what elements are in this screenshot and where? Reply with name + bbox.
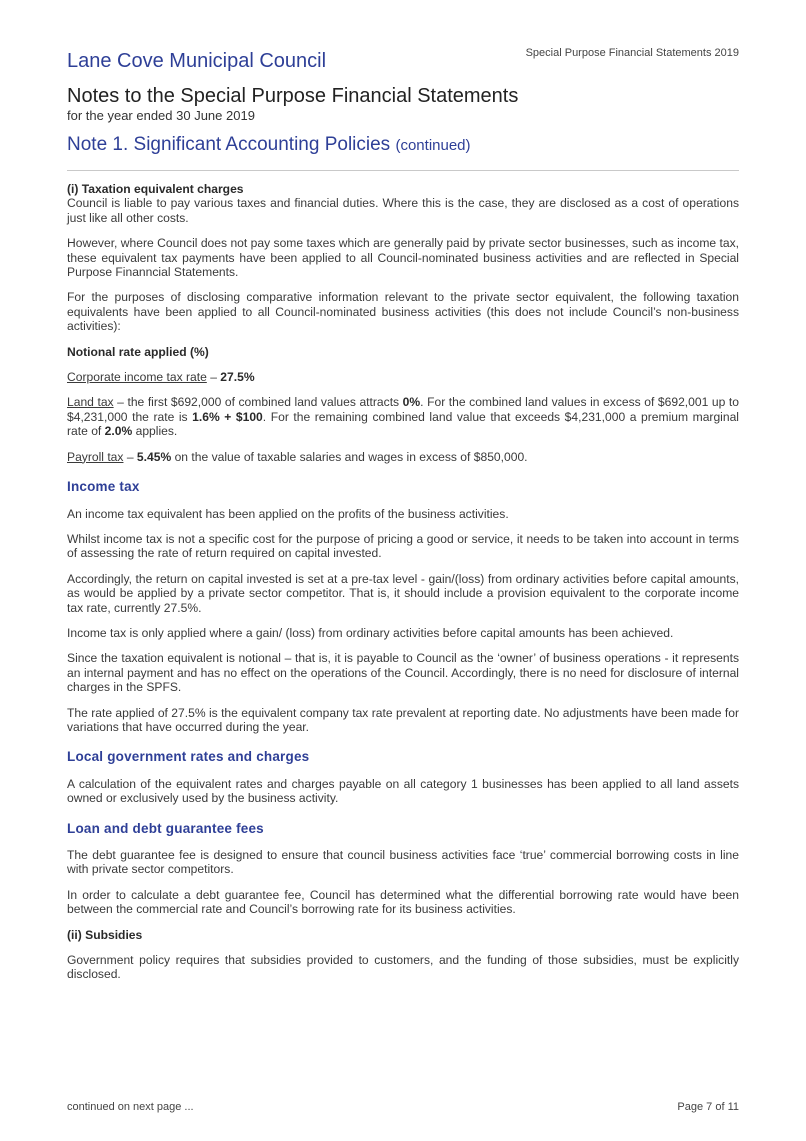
local-gov-paragraph-1: A calculation of the equivalent rates and charges payable on all category 1 businesses has been applied to all land assets owned or exclusively used by the business activity. <box>67 776 739 806</box>
notional-rate-heading: Notional rate applied (%) <box>67 344 209 359</box>
notes-title: Notes to the Special Purpose Financial Statements <box>67 85 519 107</box>
payroll-tax-line: Payroll tax – 5.45% on the value of taxable salaries and wages in excess of $850,000. <box>67 449 528 464</box>
header-divider <box>67 170 739 171</box>
taxation-paragraph-3: For the purposes of disclosing comparative information relevant to the private sector equivalent, the following taxation equivalents have been applied to all Council-nominated business activities (this does not include Council’s non-business activities): <box>67 290 739 334</box>
taxation-paragraph-1: Council is liable to pay various taxes and financial duties. Where this is the case, they are disclosed as a cost of operations just like all other costs. <box>67 196 739 225</box>
subsidies-heading: (ii) Subsidies <box>67 927 143 942</box>
subsidies-paragraph-1: Government policy requires that subsidies provided to customers, and the funding of those subsidies, must be explicitly disclosed. <box>67 953 739 982</box>
loan-guarantee-heading: Loan and debt guarantee fees <box>67 820 264 836</box>
continued-note: continued on next page ... <box>67 1101 194 1113</box>
income-tax-heading: Income tax <box>67 479 140 495</box>
note-continued: (continued) <box>395 137 471 154</box>
taxation-heading: (i) Taxation equivalent charges <box>67 182 244 196</box>
page-number: Page 7 of 11 <box>677 1101 739 1113</box>
corporate-tax-label: Corporate income tax rate <box>67 370 207 385</box>
taxation-paragraph-2: However, where Council does not pay some taxes which are generally paid by private sector businesses, such as income tax, these equivalent tax payments have been applied to all Council-nominated business activities and are reflected in Special Purpose Finanncial Statements. <box>67 236 739 280</box>
income-tax-paragraph-6: The rate applied of 27.5% is the equivalent company tax rate prevalent at reporting date. No adjustments have been made for variations that have occurred during the year. <box>67 705 739 734</box>
income-tax-paragraph-2: Whilst income tax is not a specific cost for the purpose of pricing a good or service, it needs to be taken into account in terms of assessing the rate of return required on capital invested. <box>67 531 739 561</box>
note-title <box>67 134 471 156</box>
income-tax-paragraph-3: Accordingly, the return on capital invested is set at a pre-tax level - gain/(loss) from ordinary activities before capital amounts, as would be applied by a private sector competitor. That is, it should include a provision equivalent to the corporate income tax rate, currently 27.5%. <box>67 571 739 615</box>
loan-paragraph-2: In order to calculate a debt guarantee fee, Council has determined what the differential borrowing rate would have been between the commercial rate and Council’s borrowing rate for its business activities. <box>67 887 739 917</box>
land-tax-line: Land tax – the first $692,000 of combined land values attracts 0%. For the combined land values in excess of $692,001 up to $4,231,000 the rate is 1.6% + $100. For the remaining combined land value that exceeds $4,231,000 a premium marginal rate of 2.0% applies. <box>67 395 740 439</box>
document-label: Special Purpose Financial Statements 2019 <box>525 47 739 59</box>
note-title-text: Note 1. Significant Accounting Policies <box>67 134 391 155</box>
corporate-tax-line: Corporate income tax rate – 27.5% <box>67 370 255 385</box>
income-tax-paragraph-5: Since the taxation equivalent is notional – that is, it is payable to Council as the ‘owner’ of business operations - it represents an internal payment and has no effect on the operations of the Council. Accordingly, there is no need for disclosure of internal charges in the SPFS. <box>67 651 739 695</box>
loan-paragraph-1: The debt guarantee fee is designed to ensure that council business activities face ‘true’ commercial borrowing costs in line with private sector competitors. <box>67 848 739 877</box>
payroll-tax-label: Payroll tax <box>67 449 124 464</box>
page <box>67 0 739 1141</box>
local-gov-heading: Local government rates and charges <box>67 749 310 765</box>
income-tax-paragraph-1: An income tax equivalent has been applied on the profits of the business activities. <box>67 506 509 521</box>
corporate-tax-rate: 27.5% <box>220 370 255 385</box>
payroll-tax-rate: 5.45% <box>136 449 172 464</box>
council-name: Lane Cove Municipal Council <box>67 50 327 72</box>
income-tax-paragraph-4: Income tax is only applied where a gain/ (loss) from ordinary activities before capital amounts has been achieved. <box>67 625 674 640</box>
note-body <box>67 182 739 993</box>
land-tax-label: Land tax <box>67 395 114 410</box>
reporting-period: for the year ended 30 June 2019 <box>67 108 255 123</box>
